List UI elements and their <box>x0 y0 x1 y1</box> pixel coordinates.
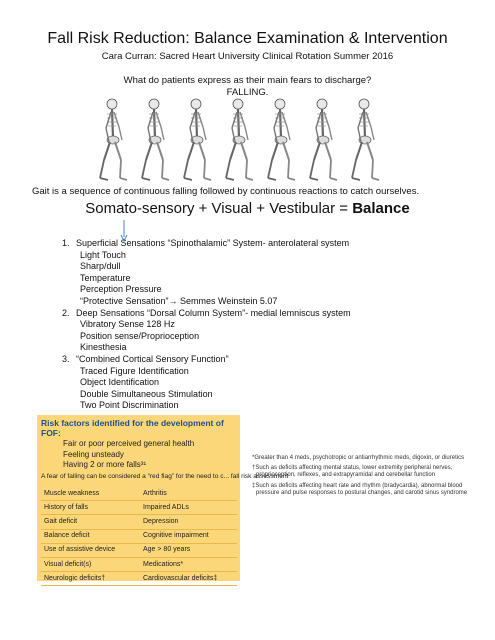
intro-answer: FALLING. <box>226 87 269 98</box>
table-cell: Cardiovascular deficits‡ <box>140 572 237 586</box>
sense-group <box>72 238 452 308</box>
table-cell: Visual deficit(s) <box>41 557 140 571</box>
sense-group <box>72 308 452 354</box>
footnote: †Such as deficits affecting mental status, lower extremity peripheral nerves, proprioception, reflexes, and extrapyramidal and cerebellar function <box>252 465 453 479</box>
table-cell: Age > 80 years <box>140 543 237 557</box>
table-cell: Cognitive impairment <box>140 529 237 543</box>
sense-item: “Protective Sensation”→ Semmes Weinstein 5.07 <box>80 295 278 306</box>
risk-panel-title: Risk factors identified for the development of FOF: <box>41 418 224 438</box>
table-row <box>41 515 237 529</box>
sense-item: Double Simultaneous Stimulation <box>80 388 213 399</box>
fof-factor-list <box>63 439 194 471</box>
author-line: Cara Curran: Sacred Heart University Clinical Rotation Summer 2016 <box>101 51 394 62</box>
table-cell: Arthritis <box>140 487 237 501</box>
risk-factor-table <box>41 487 237 586</box>
gait-statement: Gait is a sequence of continuous falling followed by continuous reactions to catch ourselves. <box>32 186 420 197</box>
sense-item: Vibratory Sense 128 Hz <box>80 319 175 330</box>
fof-factor: Fair or poor perceived general health <box>63 439 195 448</box>
sense-group-heading: Deep Sensations “Dorsal Column System”- medial lemniscus system <box>76 307 351 318</box>
table-cell: Balance deficit <box>41 529 140 543</box>
equation-result: Balance <box>352 200 410 217</box>
risk-factors-panel <box>37 415 289 582</box>
page-title: Fall Risk Reduction: Balance Examination & Intervention <box>47 30 448 47</box>
sense-item: Object Identification <box>80 377 160 388</box>
table-cell: Use of assistive device <box>41 543 140 557</box>
sense-item: Kinesthesia <box>80 342 127 353</box>
fof-factor: Feeling unsteady <box>63 449 124 459</box>
table-row <box>41 572 237 586</box>
table-cell: Muscle weakness <box>41 487 140 501</box>
sense-item: Two Point Discrimination <box>80 400 179 411</box>
intro-question: What do patients express as their main fears to discharge? <box>123 75 372 86</box>
table-row <box>41 543 237 557</box>
footnote: *Greater than 4 meds, psychotropic or antiarrhythmic meds, digoxin, or diuretics <box>252 455 465 461</box>
sense-item: Sharp/dull <box>80 261 121 272</box>
sense-item: Position sense/Proprioception <box>80 330 200 341</box>
table-cell: History of falls <box>41 501 140 515</box>
sense-item: Light Touch <box>80 249 126 260</box>
table-row <box>41 557 237 571</box>
sense-item: Traced Figure Identification <box>80 365 189 376</box>
red-flag-note: A fear of falling can be considered a “red flag” for the need to c... fall risk assessment <box>41 473 289 480</box>
sense-group <box>72 354 452 412</box>
table-cell: Neurologic deficits† <box>41 572 140 586</box>
table-cell: Medications* <box>140 557 237 571</box>
sense-item: Perception Pressure <box>80 284 162 295</box>
table-row <box>41 529 237 543</box>
table-cell: Gait deficit <box>41 515 140 529</box>
table-cell: Impaired ADLs <box>140 501 237 515</box>
table-cell: Depression <box>140 515 237 529</box>
sensory-systems-list <box>56 238 452 412</box>
sense-item: Temperature <box>80 272 131 283</box>
table-row <box>41 501 237 515</box>
gait-sequence-illustration <box>90 96 390 184</box>
table-row <box>41 487 237 501</box>
balance-equation <box>0 200 495 218</box>
equation-terms: Somato-sensory + Visual + Vestibular = <box>85 200 353 217</box>
fof-factor: Having 2 or more falls³¹ <box>63 460 147 469</box>
sense-group-heading: “Combined Cortical Sensory Function” <box>76 353 229 364</box>
footnotes <box>252 455 477 500</box>
sense-group-heading: Superficial Sensations “Spinothalamic” System- anterolateral system <box>76 238 350 248</box>
footnote: ‡Such as deficits affecting heart rate and rhythm (bradycardia), abnormal blood pressure and pulse responses to postural changes, and carotid sinus syndrome <box>252 482 468 496</box>
